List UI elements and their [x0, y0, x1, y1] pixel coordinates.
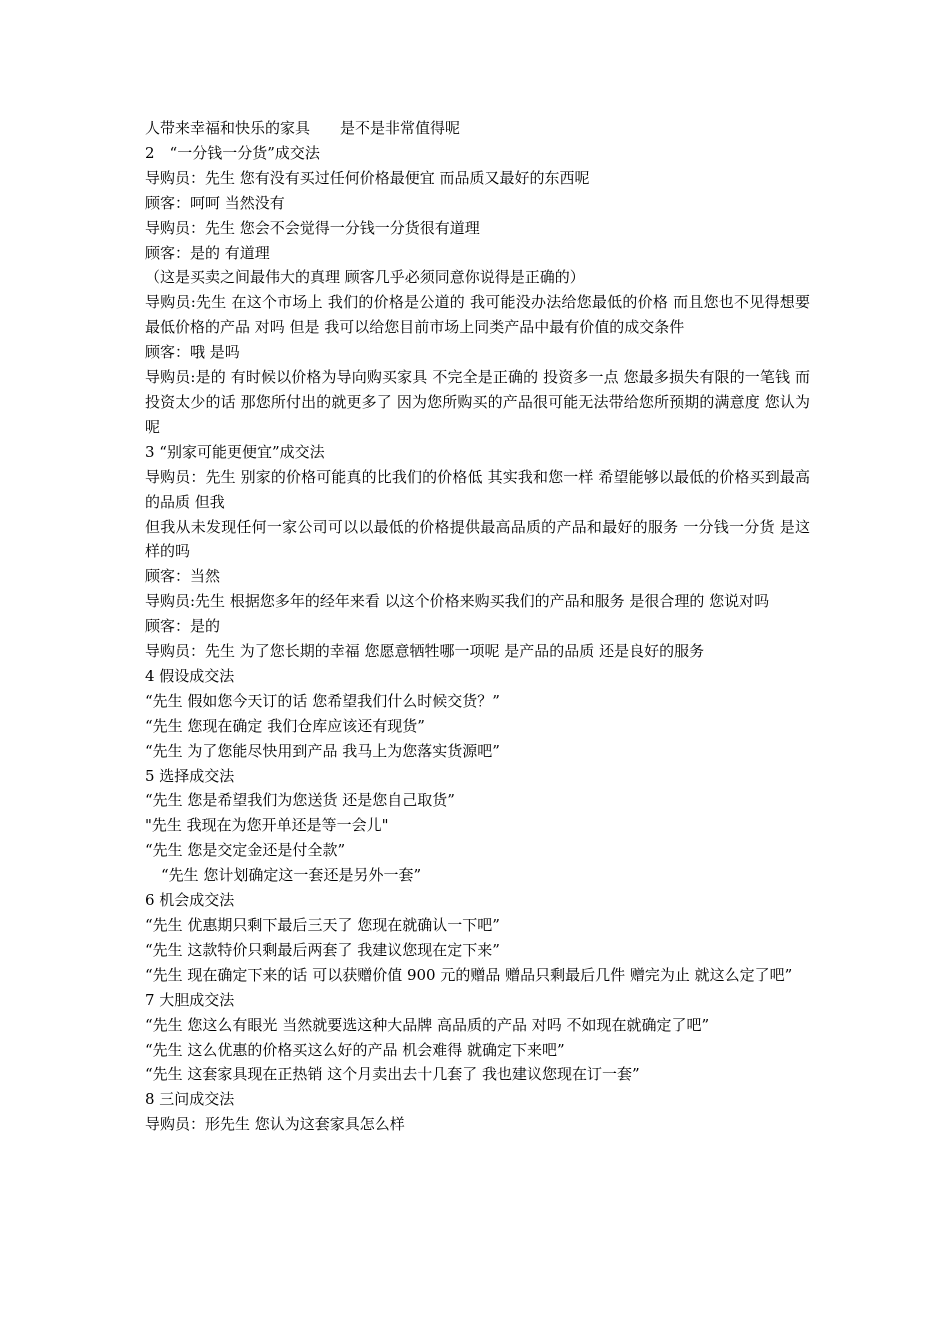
paragraph: “先生 这套家具现在正热销 这个月卖出去十几套了 我也建议您现在订一套”	[145, 1065, 640, 1084]
paragraph: “先生 现在确定下来的话 可以获赠价值 900 元的赠品 赠品只剩最后几件 赠完为止 就这么定了吧”	[145, 965, 793, 984]
section-heading: 3 “别家可能更便宜”成交法	[145, 442, 325, 461]
paragraph: “先生 这款特价只剩最后两套了 我建议您现在定下来”	[145, 940, 500, 959]
paragraph: 顾客：当然	[145, 567, 221, 586]
paragraph: 导购员：先生 别家的价格可能真的比我们的价格低 其实我和您一样 希望能够以最低的价格买到最高的品质 但我	[145, 467, 810, 511]
paragraph: 顾客：是的 有道理	[145, 243, 270, 262]
paragraph: “先生 优惠期只剩下最后三天了 您现在就确认一下吧”	[145, 916, 500, 934]
paragraph: “先生 您这么有眼光 当然就要选这种大品牌 高品质的产品 对吗 不如现在就确定了吧”	[145, 1015, 710, 1034]
paragraph: 导购员:是的 有时候以价格为导向购买家具 不完全是正确的 投资多一点 您最多损失有限的一笔钱 而投资太少的话 那您所付出的就更多了 因为您所购买的产品很可能无法带给您所预期的满意度 您认为呢	[145, 368, 810, 436]
paragraph: 顾客：哦 是吗	[145, 343, 240, 362]
paragraph: 导购员：先生 您会不会觉得一分钱一分货很有道理	[145, 218, 480, 237]
section-heading: 4 假设成交法	[145, 666, 235, 685]
paragraph: 导购员：形先生 您认为这套家具怎么样	[145, 1115, 405, 1134]
paragraph: “先生 假如您今天订的话 您希望我们什么时候交货？”	[145, 691, 500, 710]
paragraph: （这是买卖之间最伟大的真理 顾客几乎必须同意你说得是正确的）	[145, 268, 585, 287]
paragraph: 导购员：先生 您有没有买过任何价格最便宜 而品质又最好的东西呢	[145, 168, 590, 187]
paragraph: “先生 这么优惠的价格买这么好的产品 机会难得 就确定下来吧”	[145, 1040, 565, 1059]
paragraph: “先生 您是希望我们为您送货 还是您自己取货”	[145, 791, 455, 810]
paragraph: 导购员:先生 根据您多年的经年来看 以这个价格来购买我们的产品和服务 是很合理的 您说对吗	[145, 592, 770, 611]
section-heading: 7 大胆成交法	[145, 990, 235, 1009]
section-heading: 8 三问成交法	[145, 1090, 235, 1109]
paragraph: “先生 您是交定金还是付全款”	[145, 841, 346, 860]
section-heading: 6 机会成交法	[145, 891, 235, 910]
paragraph: 导购员:先生 在这个市场上 我们的价格是公道的 我可能没办法给您最低的价格 而且您也不见得想要最低价格的产品 对吗 但是 我可以给您目前市场上同类产品中最有价值的成交条件	[145, 293, 810, 337]
paragraph: 人带来幸福和快乐的家具 是不是非常值得呢	[145, 119, 461, 137]
document-body	[145, 116, 810, 1137]
paragraph: 但我从未发现任何一家公司可以以最低的价格提供最高品质的产品和最好的服务 一分钱一分货 是这样的吗	[145, 517, 810, 561]
paragraph: 顾客：呵呵 当然没有	[145, 193, 285, 212]
section-heading: 2 “一分钱一分货”成交法	[145, 143, 320, 162]
paragraph: "先生 我现在为您开单还是等一会儿"	[145, 816, 389, 835]
paragraph: 导购员：先生 为了您长期的幸福 您愿意牺牲哪一项呢 是产品的品质 还是良好的服务	[145, 642, 705, 661]
section-heading: 5 选择成交法	[145, 766, 235, 785]
paragraph: “先生 您现在确定 我们仓库应该还有现货”	[145, 716, 425, 735]
paragraph: “先生 您计划确定这一套还是另外一套”	[161, 866, 422, 885]
paragraph: 顾客：是的	[145, 617, 221, 636]
paragraph: “先生 为了您能尽快用到产品 我马上为您落实货源吧”	[145, 741, 500, 760]
